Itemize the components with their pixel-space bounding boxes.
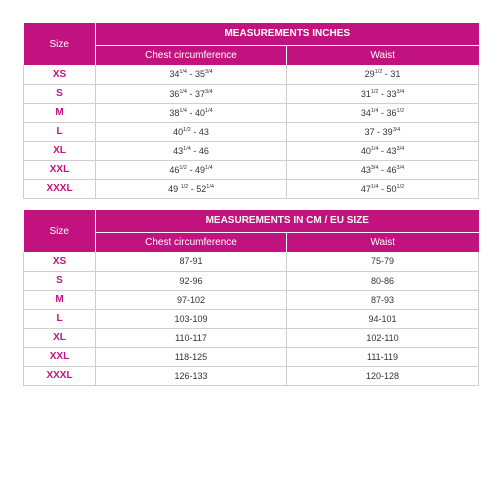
value-part: - 43 [378, 145, 397, 156]
waist-cell: 94-101 [287, 309, 479, 328]
size-cell: XS [24, 65, 96, 84]
value-part: 40 [173, 126, 184, 137]
cm-table-body [24, 252, 479, 385]
value-part: - 31 [382, 69, 401, 80]
waist-cell [287, 84, 479, 103]
size-cell: XL [24, 141, 96, 160]
size-cell: M [24, 290, 96, 309]
value-part: - 50 [378, 183, 397, 194]
table-row [24, 347, 479, 366]
table-row [24, 366, 479, 385]
chest-cell [96, 122, 287, 141]
chest-cell [96, 160, 287, 179]
value-part: - 40 [187, 107, 206, 118]
chest-cell [96, 103, 287, 122]
waist-cell [287, 122, 479, 141]
value-part: - 46 [378, 164, 397, 175]
value-part: - 33 [378, 88, 397, 99]
chest-cell [96, 141, 287, 160]
waist-column-header: Waist [287, 45, 479, 65]
fraction-part: 1/4 [370, 107, 379, 114]
chest-cell [96, 84, 287, 103]
waist-cell: 75-79 [287, 252, 479, 271]
size-cell: XS [24, 252, 96, 271]
size-cell: M [24, 103, 96, 122]
fraction-part: 1/4 [370, 145, 379, 152]
fraction-part: 3/4 [396, 164, 405, 171]
chest-cell: 92-96 [96, 271, 287, 290]
inches-table-body [24, 65, 479, 198]
table-row [24, 328, 479, 347]
size-cell: XXL [24, 347, 96, 366]
waist-cell: 80-86 [287, 271, 479, 290]
fraction-part: 1/2 [183, 126, 191, 133]
fraction-part: 1/2 [396, 183, 405, 190]
value-part: 40 [360, 145, 371, 156]
value-part: 36 [169, 88, 180, 99]
size-cell: XXL [24, 160, 96, 179]
fraction-part: 1/2 [179, 164, 187, 171]
value-part: 43 [360, 164, 371, 175]
waist-cell: 102-110 [287, 328, 479, 347]
waist-cell [287, 141, 479, 160]
size-cell: L [24, 309, 96, 328]
fraction-part: 1/4 [179, 107, 187, 114]
table-row [24, 141, 479, 160]
size-cell: XXXL [24, 179, 96, 198]
value-part: 34 [360, 107, 371, 118]
chest-cell [96, 65, 287, 84]
fraction-part: 1/4 [205, 164, 213, 171]
size-cell: XL [24, 328, 96, 347]
value-part: 31 [360, 88, 371, 99]
chest-cell: 118-125 [96, 347, 287, 366]
waist-cell: 120-128 [287, 366, 479, 385]
table-row [24, 309, 479, 328]
fraction-part: 3/4 [205, 88, 213, 95]
size-header: Size [24, 210, 96, 252]
table-title: MEASUREMENTS IN CM / EU SIZE [96, 210, 479, 232]
chest-column-header: Chest circumference [96, 45, 287, 65]
fraction-part: 1/4 [179, 69, 187, 76]
fraction-part: 1/4 [179, 88, 187, 95]
table-row [24, 179, 479, 198]
table-row [24, 122, 479, 141]
cm-size-table [23, 210, 479, 386]
waist-cell [287, 160, 479, 179]
fraction-part: 1/2 [180, 183, 189, 190]
fraction-part: 3/4 [205, 69, 213, 76]
chest-cell: 110-117 [96, 328, 287, 347]
value-part: 29 [364, 69, 375, 80]
value-part: 43 [173, 145, 184, 156]
value-part: - 36 [378, 107, 397, 118]
chest-cell: 103-109 [96, 309, 287, 328]
waist-cell: 111-119 [287, 347, 479, 366]
size-cell: S [24, 84, 96, 103]
chest-cell: 126-133 [96, 366, 287, 385]
inches-size-table [23, 23, 479, 199]
value-part: - 46 [190, 145, 209, 156]
waist-column-header: Waist [287, 232, 479, 252]
table-row [24, 84, 479, 103]
fraction-part: 1/4 [205, 107, 213, 114]
fraction-part: 3/4 [396, 88, 405, 95]
chest-cell: 97-102 [96, 290, 287, 309]
value-part: 49 [168, 183, 181, 194]
fraction-part: 1/4 [370, 183, 379, 190]
value-part: 47 [360, 183, 371, 194]
value-part: - 43 [190, 126, 209, 137]
value-part: 34 [169, 69, 180, 80]
table-row [24, 65, 479, 84]
waist-cell: 87-93 [287, 290, 479, 309]
value-part: 46 [169, 164, 180, 175]
value-part: - 49 [187, 164, 206, 175]
value-part: 38 [169, 107, 180, 118]
size-header: Size [24, 23, 96, 65]
chest-cell [96, 179, 287, 198]
table-row [24, 160, 479, 179]
size-cell: L [24, 122, 96, 141]
size-cell: XXXL [24, 366, 96, 385]
waist-cell [287, 179, 479, 198]
table-title: MEASUREMENTS INCHES [96, 23, 479, 45]
value-part: - 35 [187, 69, 206, 80]
fraction-part: 3/4 [396, 145, 405, 152]
waist-cell [287, 103, 479, 122]
table-row [24, 252, 479, 271]
value-part: - 37 [187, 88, 206, 99]
table-row [24, 103, 479, 122]
fraction-part: 3/4 [370, 164, 379, 171]
chest-cell: 87-91 [96, 252, 287, 271]
fraction-part: 3/4 [392, 126, 401, 133]
fraction-part: 1/2 [374, 69, 383, 76]
size-cell: S [24, 271, 96, 290]
value-part: 37 - 39 [364, 126, 393, 137]
fraction-part: 1/2 [370, 88, 379, 95]
fraction-part: 1/4 [206, 183, 214, 190]
chest-column-header: Chest circumference [96, 232, 287, 252]
waist-cell [287, 65, 479, 84]
table-row [24, 290, 479, 309]
table-row [24, 271, 479, 290]
fraction-part: 1/2 [396, 107, 405, 114]
value-part: - 52 [188, 183, 207, 194]
fraction-part: 1/4 [183, 145, 191, 152]
